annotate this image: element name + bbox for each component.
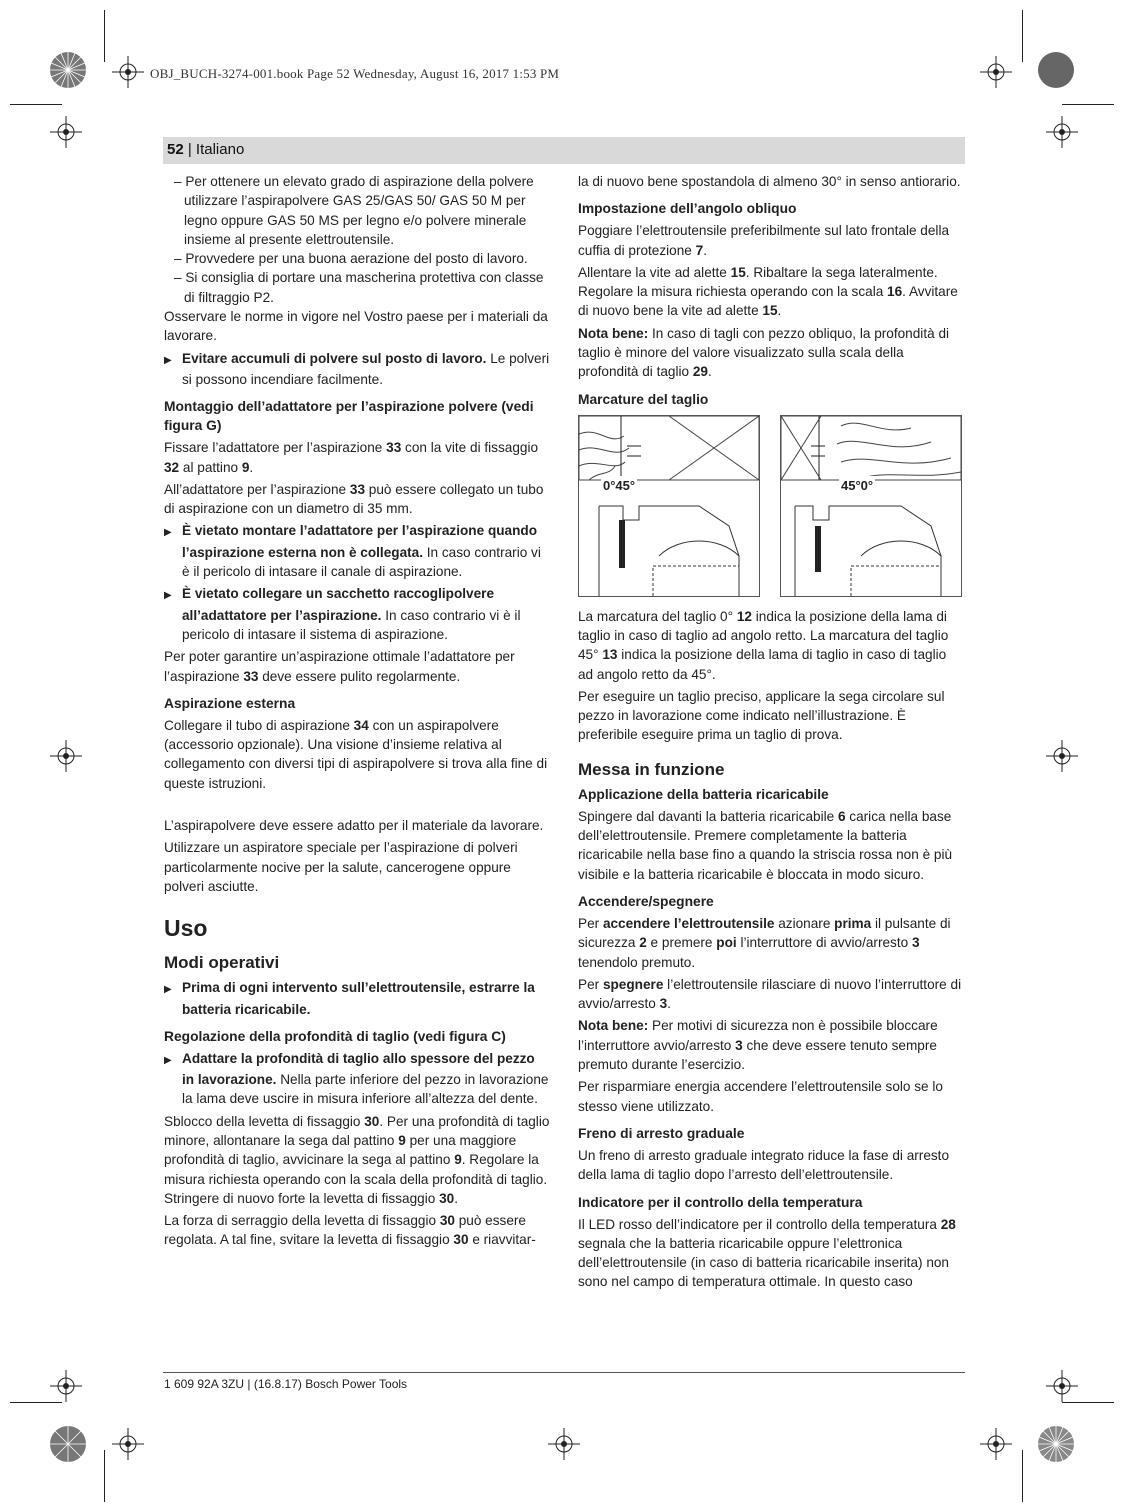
crop-mark [104, 10, 105, 62]
paragraph: Spingere dal davanti la batteria ricaricabile 6 carica nella base dell’elettroutensile. Premere completamente la batteria ricaricabile nella base fino a quando la striscia rossa non è più visibile e la batteria ricaricabile è bloccata in modo sicuro. [578, 808, 953, 882]
paragraph: Allentare la vite ad alette 15. Ribaltare la sega lateralmente. Regolare la misura richiesta operando con la scala 16. Avvitare di nuovo bene la vite ad alette 15. [578, 264, 958, 319]
dash-item: – Provvedere per una buona aerazione del posto di lavoro. [174, 251, 528, 267]
dash-item: – Per ottenere un elevato grado di aspirazione della polvere utilizzare l’aspirapolvere GAS 25/GAS 50/ GAS 50 M per legno oppure GAS 50 MS per legno e/o polvere minerale insieme al presente elettroutensile. [174, 174, 534, 247]
warning-item: ▶ Prima di ogni intervento sull’elettroutensile, estrarre la batteria ricaricabile. [164, 980, 535, 1017]
paragraph: L’aspirapolvere deve essere adatto per il materiale da lavorare. [164, 818, 544, 834]
crop-mark [1022, 1450, 1023, 1502]
registration-mark-icon [980, 1428, 1012, 1460]
paragraph: La forza di serraggio della levetta di fissaggio 30 può essere regolata. A tal fine, svitare la levetta di fissaggio 30 e riavvitar- [164, 1213, 536, 1248]
section-heading: Accendere/spegnere [578, 893, 714, 909]
paragraph: Un freno di arresto graduale integrato riduce la fase di arresto della lama di taglio dopo l’arresto dell’elettroutensile. [578, 1147, 950, 1183]
triangle-bullet-icon: ▶ [164, 590, 172, 602]
color-calibration-icon [48, 50, 88, 90]
crop-mark [10, 1402, 62, 1403]
paragraph: Poggiare l’elettroutensile preferibilmente sul lato frontale della cuffia di protezione 7. [578, 223, 950, 258]
page-header [163, 137, 965, 164]
section-heading: Regolazione della profondità di taglio (vedi figura C) [164, 1028, 506, 1044]
registration-mark-icon [50, 116, 82, 148]
left-column [164, 172, 550, 1253]
saw-cut-illustration [579, 416, 759, 596]
page-header-text [167, 141, 244, 158]
warning-item: ▶ È vietato collegare un sacchetto raccoglipolvere all’adattatore per l’aspirazione. In caso contrario vi è il pericolo di intasare il sistema di aspirazione. [164, 586, 521, 642]
color-calibration-icon [1036, 50, 1076, 90]
chapter-heading: Uso [164, 915, 208, 942]
section-heading: Montaggio dell’adattatore per l’aspirazione polvere (vedi figura G) [164, 399, 534, 434]
paragraph: Il LED rosso dell’indicatore per il controllo della temperatura 28 segnala che la batteria ricaricabile oppure l’elettronica dell’elettroutensile (in caso di batteria ricaricabile inserita) non sono nel campo di temperatura ottimale. In questo caso [578, 1216, 956, 1290]
paragraph: Fissare l’adattatore per l’aspirazione 33 con la vite di fissaggio 32 al pattino 9. [164, 440, 539, 475]
color-calibration-icon [1036, 1424, 1076, 1464]
cut-mark-label: 45°0° [839, 476, 875, 495]
registration-mark-icon [112, 56, 144, 88]
paragraph: la di nuovo bene spostandola di almeno 30° in senso antiorario. [578, 174, 961, 189]
cut-marking-figure-left [578, 415, 760, 597]
warning-item: ▶ Adattare la profondità di taglio allo spessore del pezzo in lavorazione. Nella parte inferiore del pezzo in lavorazione la lama deve uscire in misura inferiore all’altezza del dente. [164, 1050, 549, 1107]
color-calibration-icon [48, 1424, 88, 1464]
registration-mark-icon [1046, 116, 1078, 148]
registration-mark-icon [1046, 1370, 1078, 1402]
section-heading: Freno di arresto graduale [578, 1125, 745, 1141]
crop-mark [1062, 1402, 1114, 1403]
triangle-bullet-icon: ▶ [164, 354, 172, 366]
footer-rule [163, 1372, 965, 1373]
crop-mark [1022, 10, 1023, 62]
subchapter-heading: Messa in funzione [578, 759, 725, 779]
page-number: 52 [167, 141, 184, 158]
warning-item: ▶ Evitare accumuli di polvere sul posto di lavoro. Le polveri si possono incendiare facilmente. [164, 350, 550, 387]
crop-mark [104, 1450, 105, 1502]
paragraph: Per spegnere l’elettroutensile rilasciare di nuovo l’interruttore di avvio/arresto 3. [578, 976, 962, 1012]
registration-mark-icon [980, 56, 1012, 88]
paragraph: La marcatura del taglio 0° 12 indica la posizione della lama di taglio in caso di taglio ad angolo retto. La marcatura del taglio 45° 13 indica la posizione della lama di taglio in caso di taglio ad angolo retto da 45°. [578, 608, 949, 682]
paragraph: Osservare le norme in vigore nel Vostro paese per i materiali da lavorare. [164, 309, 548, 344]
triangle-bullet-icon: ▶ [164, 984, 172, 996]
section-heading: Impostazione dell’angolo obliquo [578, 201, 797, 217]
paragraph: Per poter garantire un’aspirazione ottimale l’adattatore per l’aspirazione 33 deve essere pulito regolarmente. [164, 649, 515, 684]
crop-mark [1062, 104, 1114, 105]
registration-mark-icon [50, 1370, 82, 1402]
triangle-bullet-icon: ▶ [164, 1054, 172, 1066]
print-header: OBJ_BUCH-3274-001.book Page 52 Wednesday, August 16, 2017 1:53 PM [150, 66, 560, 81]
section-heading: Applicazione della batteria ricaricabile [578, 786, 829, 802]
paragraph: Per risparmiare energia accendere l’elettroutensile solo se lo stesso viene utilizzato. [578, 1079, 943, 1114]
registration-mark-icon [50, 740, 82, 772]
warning-item: ▶ È vietato montare l’adattatore per l’aspirazione quando l’aspirazione esterna non è collegata. In caso contrario vi è il pericolo di intasare il canale di aspirazione. [164, 523, 541, 580]
cut-mark-label: 0°45° [601, 476, 637, 495]
note: Nota bene: In caso di tagli con pezzo obliquo, la profondità di taglio è minore del valore visualizzato sulla scala della profondità di taglio 29. [578, 325, 950, 380]
triangle-bullet-icon: ▶ [164, 527, 172, 539]
note: Nota bene: Per motivi di sicurezza non è possibile bloccare l’interruttore avvio/arresto 3 che deve essere tenuto sempre premuto durante l’esercizio. [578, 1018, 938, 1073]
page-language: Italiano [195, 141, 245, 158]
registration-mark-icon [548, 1428, 580, 1460]
section-heading: Indicatore per il controllo della temperatura [578, 1194, 863, 1210]
paragraph: Utilizzare un aspiratore speciale per l’aspirazione di polveri particolarmente nocive per la salute, cancerogene oppure polveri asciutte. [164, 840, 518, 894]
paragraph: Collegare il tubo di aspirazione 34 con un aspirapolvere (accessorio opzionale). Una visione d’insieme relativa al collegamento con diversi tipi di aspirapolvere si trova alla fine di queste istruzioni. [164, 717, 548, 791]
paragraph: Per accendere l’elettroutensile azionare prima il pulsante di sicurezza 2 e premere poi l’interruttore di avvio/arresto 3 tenendolo premuto. [578, 915, 951, 970]
page-footer: 1 609 92A 3ZU | (16.8.17) Bosch Power Tools [164, 1377, 408, 1391]
cut-marking-figures [578, 415, 964, 597]
right-column [578, 172, 964, 1295]
dash-item: – Si consiglia di portare una mascherina protettiva con classe di filtraggio P2. [174, 270, 544, 305]
paragraph: Per eseguire un taglio preciso, applicare la sega circolare sul pezzo in lavorazione come indicato nell’illustrazione. È preferibile eseguire prima un taglio di prova. [578, 688, 945, 743]
section-heading: Aspirazione esterna [164, 695, 296, 711]
saw-cut-illustration [781, 416, 961, 596]
page-header-separator: | [183, 141, 196, 158]
subchapter-heading: Modi operativi [164, 953, 280, 973]
crop-mark [10, 104, 62, 105]
registration-mark-icon [1046, 740, 1078, 772]
section-heading: Marcature del taglio [578, 391, 709, 407]
paragraph: All’adattatore per l’aspirazione 33 può essere collegato un tubo di aspirazione con un diametro di 35 mm. [164, 481, 544, 517]
cut-marking-figure-right [780, 415, 962, 597]
paragraph: Sblocco della levetta di fissaggio 30. Per una profondità di taglio minore, allontanare la sega dal pattino 9 per una maggiore profondità di taglio, avvicinare la sega al pattino 9. Regolare la misura richiesta operando con la scala della profondità di taglio. Stringere di nuovo forte la levetta di fissaggio 30. [164, 1113, 550, 1206]
registration-mark-icon [112, 1428, 144, 1460]
